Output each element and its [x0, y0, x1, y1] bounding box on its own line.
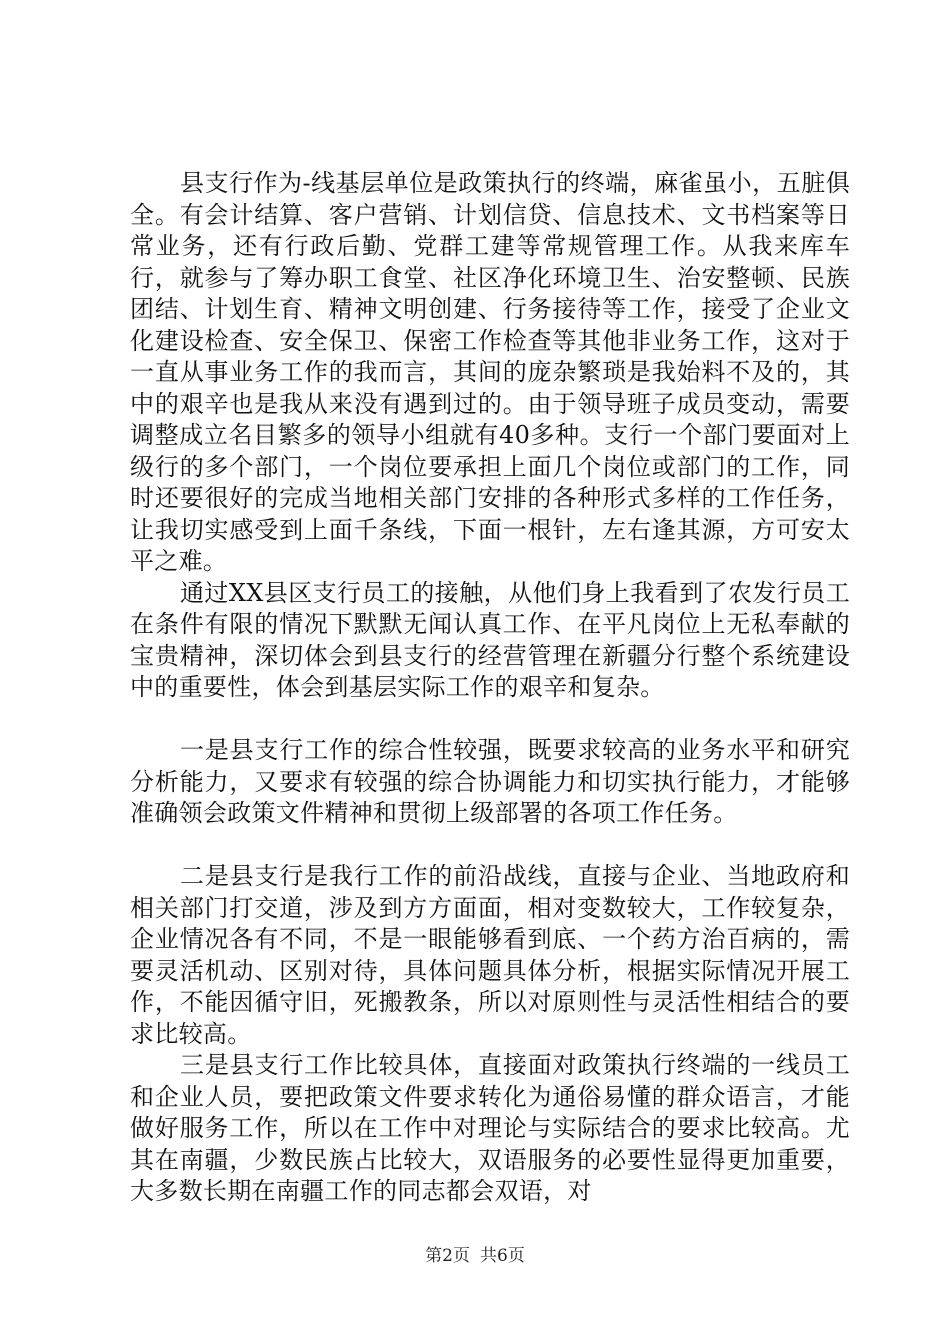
document-body [130, 168, 850, 1208]
page-number: 第2页 [425, 1246, 470, 1266]
page-total: 共6页 [480, 1246, 525, 1266]
page-footer [0, 1246, 950, 1266]
paragraph-county-branch-overview: 县支行作为-线基层单位是政策执行的终端，麻雀虽小，五脏俱全。有会计结算、客户营销、计划信贷、信息技术、文书档案等日常业务，还有行政后勤、党群工建等常规管理工作。从我来库车行，就参与了筹办职工食堂、社区净化环境卫生、治安整顿、民族团结、计划生育、精神文明创建、行务接待等工作，接受了企业文化建设检查、安全保卫、保密工作检查等其他非业务工作，这对于一直从事业务工作的我而言，其间的庞杂繁琐是我始料不及的，其中的艰辛也是我从来没有遇到过的。由于领导班子成员变动，需要调整成立名目繁多的领导小组就有40多种。支行一个部门要面对上级行的多个部门，一个岗位要承担上面几个岗位或部门的工作，同时还要很好的完成当地相关部门安排的各种形式多样的工作任务，让我切实感受到上面千条线，下面一根针，左右逢其源，方可安太平之难。 [130, 169, 850, 575]
paragraph-staff-contact: 通过XX县区支行员工的接触，从他们身上我看到了农发行员工在条件有限的情况下默默无闻认真工作、在平凡岗位上无私奉献的宝贵精神，深切体会到县支行的经营管理在新疆分行整个系统建设中的重要性，体会到基层实际工作的艰辛和复杂。 [130, 578, 850, 701]
paragraph-point-two: 二是县支行是我行工作的前沿战线，直接与企业、当地政府和相关部门打交道，涉及到方方面面，相对变数较大，工作较复杂，企业情况各有不同，不是一眼能够看到底、一个药方治百病的，需要灵活机动、区别对待，具体问题具体分析，根据实际情况开展工作，不能因循守旧，死搬教条，所以对原则性与灵活性相结合的要求比较高。 [130, 862, 850, 1048]
paragraph-point-three: 三是县支行工作比较具体，直接面对政策执行终端的一线员工和企业人员，要把政策文件要求转化为通俗易懂的群众语言，才能做好服务工作，所以在工作中对理论与实际结合的要求比较高。尤其在南疆，少数民族占比较大，双语服务的必要性显得更加重要，大多数长期在南疆工作的同志都会双语，对 [130, 1051, 850, 1205]
paragraph-point-one: 一是县支行工作的综合性较强，既要求较高的业务水平和研究分析能力，又要求有较强的综合协调能力和切实执行能力，才能够准确领会政策文件精神和贯彻上级部署的各项工作任务。 [130, 736, 850, 827]
